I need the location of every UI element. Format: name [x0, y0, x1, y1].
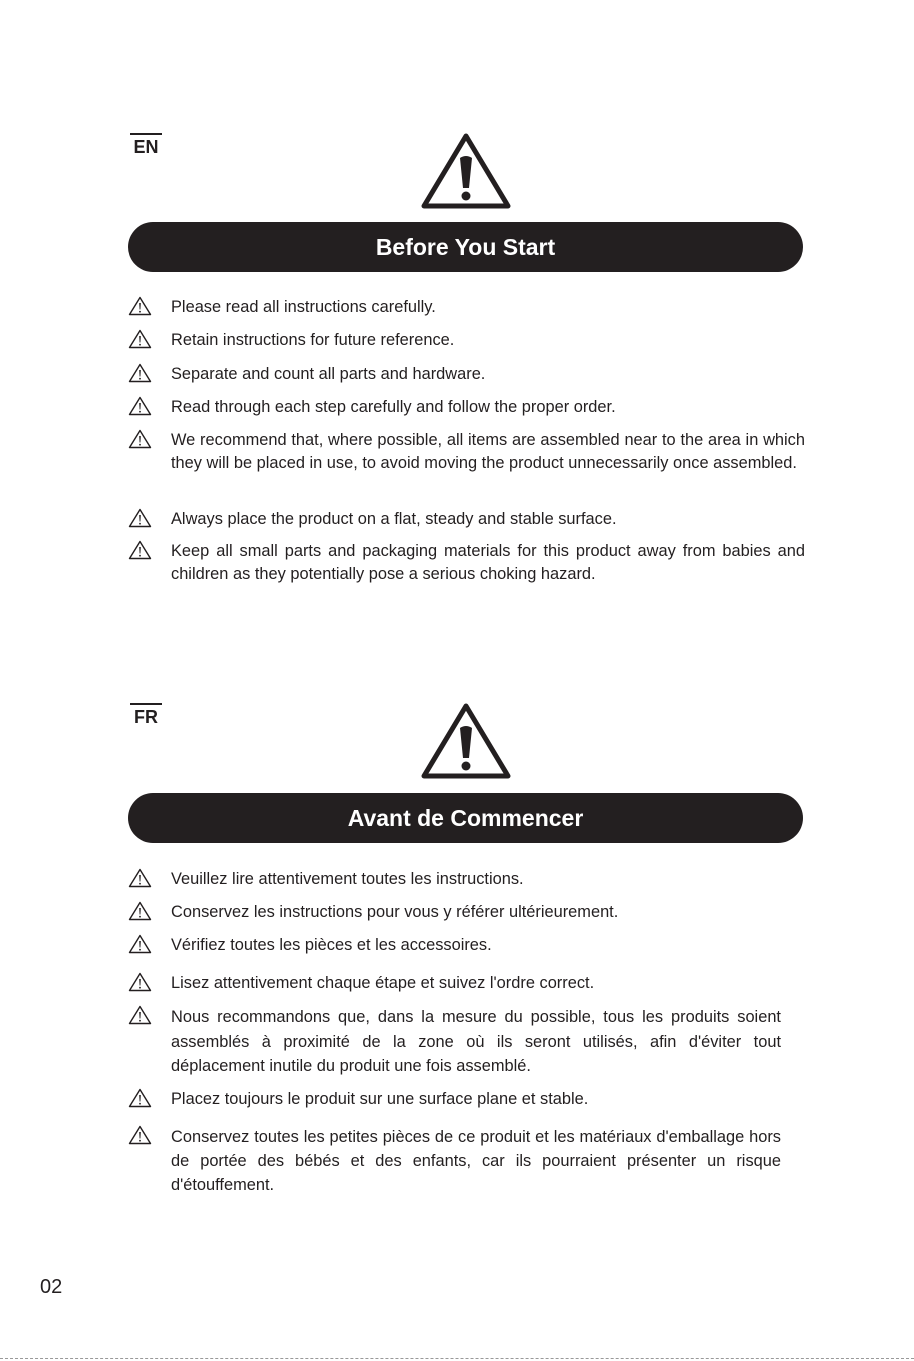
warning-triangle-icon	[128, 972, 152, 992]
section-title-banner	[128, 222, 803, 272]
language-tag-en: EN	[130, 133, 162, 156]
list-item-text: Separate and count all parts and hardware.	[171, 365, 486, 383]
list-item-text: Read through each step carefully and follow the proper order.	[171, 398, 616, 416]
warning-triangle-icon	[128, 296, 152, 316]
list-item	[128, 508, 805, 531]
warning-triangle-icon	[128, 934, 152, 954]
list-item-text: Always place the product on a flat, steady and stable surface.	[171, 510, 617, 528]
page-number: 02	[40, 1276, 63, 1298]
warning-triangle-icon	[128, 396, 152, 416]
list-item-text: Vérifiez toutes les pièces et les accessoires.	[171, 936, 492, 954]
warning-triangle-icon	[128, 429, 152, 449]
warning-triangle-icon	[128, 329, 152, 349]
warning-triangle-icon	[128, 1005, 152, 1025]
warning-triangle-icon	[128, 901, 152, 921]
list-item	[128, 972, 781, 995]
list-item	[128, 934, 781, 957]
list-item-text: Lisez attentivement chaque étape et suivez l'ordre correct.	[171, 974, 595, 992]
list-item-text: We recommend that, where possible, all items are assembled near to the area in which they will be placed in use, to avoid moving the product unnecessarily once assembled.	[171, 431, 805, 472]
list-item	[128, 329, 805, 352]
list-item	[128, 429, 805, 474]
footer-divider	[0, 1358, 914, 1359]
list-item	[128, 396, 805, 419]
list-item	[128, 868, 781, 891]
section-title: Avant de Commencer	[347, 804, 584, 831]
section-title: Before You Start	[375, 233, 556, 260]
warning-triangle-icon	[128, 508, 152, 528]
warning-triangle-icon	[128, 868, 152, 888]
warning-triangle-icon	[420, 702, 512, 780]
list-item-text: Conservez toutes les petites pièces de ce produit et les matériaux d'emballage hors de portée des bébés et des enfants, car ils pourraient présenter un risque d'étouffement.	[171, 1128, 781, 1194]
list-item	[128, 1125, 781, 1197]
list-item-text: Nous recommandons que, dans la mesure du possible, tous les produits soient assemblés à proximité de la zone où ils seront utilisés, afin d'éviter tout déplacement inutile du produit une fois assemblé.	[171, 1008, 781, 1075]
list-item-text: Keep all small parts and packaging materials for this product away from babies and children as they potentially pose a serious choking hazard.	[171, 542, 805, 583]
list-item	[128, 1088, 781, 1111]
list-item	[128, 296, 805, 319]
list-item	[128, 363, 805, 386]
warning-triangle-icon	[128, 1088, 152, 1108]
list-item-text: Veuillez lire attentivement toutes les instructions.	[171, 870, 524, 888]
warning-triangle-icon	[128, 363, 152, 383]
language-tag-fr: FR	[130, 703, 162, 726]
list-item	[128, 1005, 781, 1079]
list-item-text: Conservez les instructions pour vous y référer ultérieurement.	[171, 903, 619, 921]
list-item-text: Placez toujours le produit sur une surface plane et stable.	[171, 1090, 589, 1108]
list-item-text: Please read all instructions carefully.	[171, 298, 436, 316]
warning-triangle-icon	[420, 132, 512, 210]
list-item	[128, 901, 781, 924]
warning-triangle-icon	[128, 540, 152, 560]
section-title-banner	[128, 793, 803, 843]
warning-triangle-icon	[128, 1125, 152, 1145]
list-item	[128, 540, 805, 585]
list-item-text: Retain instructions for future reference.	[171, 331, 455, 349]
